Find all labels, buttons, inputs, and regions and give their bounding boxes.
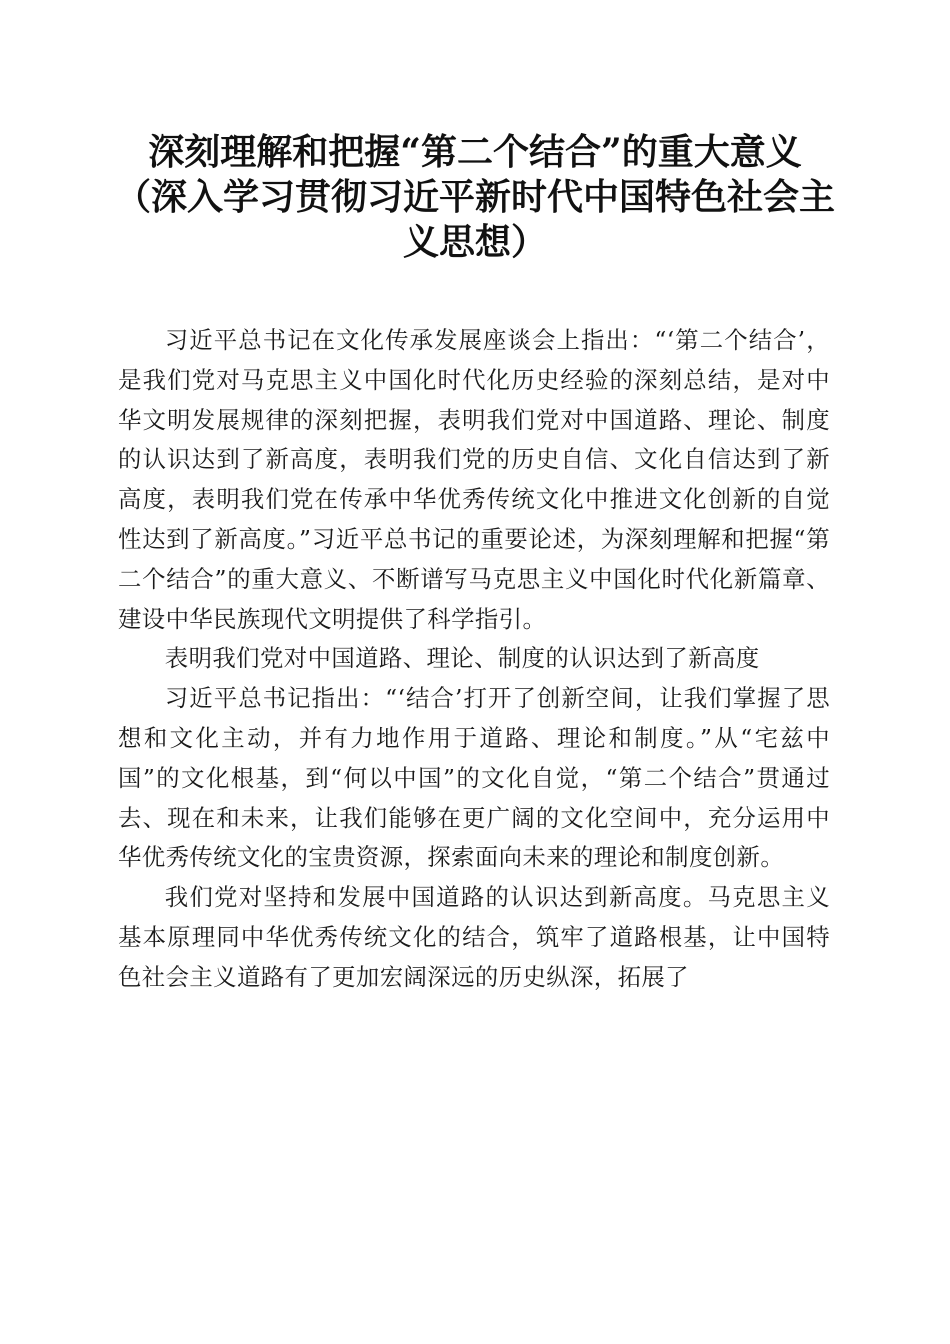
document-body	[118, 321, 830, 998]
title-line-1: 深刻理解和把握“第二个结合”的重大意义	[148, 131, 802, 173]
document-title	[110, 130, 840, 265]
section-heading: 表明我们党对中国道路、理论、制度的认识达到了新高度	[164, 644, 760, 673]
title-line-2: （深入学习贯彻习近平新时代中国特色社会主	[114, 176, 835, 218]
paragraph-quote: 习近平总书记指出：“‘结合’打开了创新空间，让我们掌握了思想和文化主动，并有力地作用于道路、理论和制度。”从“宅兹中国”的文化根基，到“何以中国”的文化自觉，“第二个结合”贯通过去、现在和未来，让我们能够在更广阔的文化空间中，充分运用中华优秀传统文化的宝贵资源，探索面向未来的理论和制度创新。	[118, 684, 830, 872]
title-line-3: 义思想）	[402, 221, 547, 263]
paragraph-road: 我们党对坚持和发展中国道路的认识达到新高度。马克思主义基本原理同中华优秀传统文化的结合，筑牢了道路根基，让中国特色社会主义道路有了更加宏阔深远的历史纵深，拓展了	[118, 883, 830, 991]
paragraph-intro: 习近平总书记在文化传承发展座谈会上指出：“‘第二个结合’，是我们党对马克思主义中国化时代化历史经验的深刻总结，是对中华文明发展规律的深刻把握，表明我们党对中国道路、理论、制度的认识达到了新高度，表明我们党的历史自信、文化自信达到了新高度，表明我们党在传承中华优秀传统文化中推进文化创新的自觉性达到了新高度。”习近平总书记的重要论述，为深刻理解和把握“第二个结合”的重大意义、不断谱写马克思主义中国化时代化新篇章、建设中华民族现代文明提供了科学指引。	[118, 326, 830, 633]
